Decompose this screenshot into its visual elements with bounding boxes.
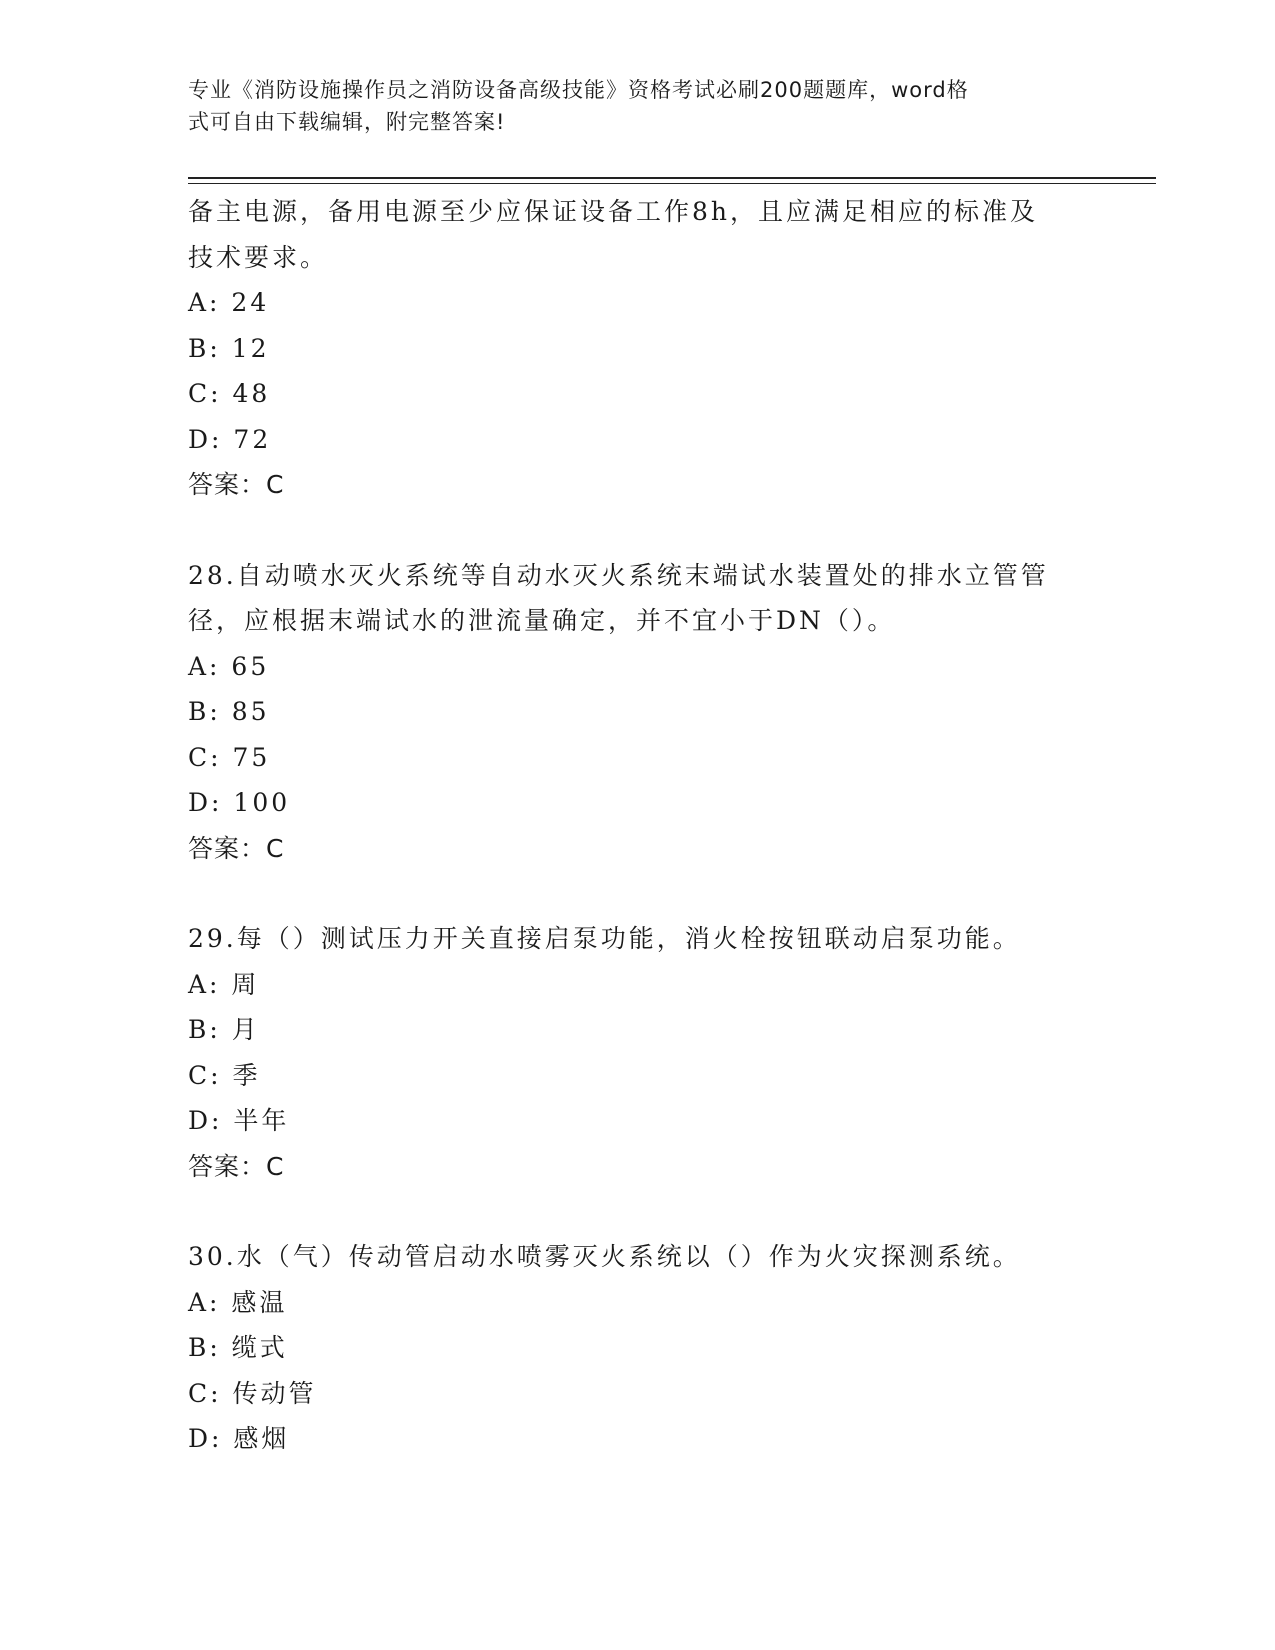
answer-line: 答案：C: [188, 833, 285, 863]
question-29: [188, 916, 1088, 1189]
question-list: [188, 189, 1088, 1462]
option-b: B: 85: [188, 697, 270, 726]
option-b: B: 12: [188, 333, 270, 363]
option-c: C: 传动管: [188, 1378, 317, 1408]
header-rule-thick: [188, 177, 1156, 179]
question-stem-line: 28.自动喷水灭火系统等自动水灭火系统末端试水装置处的排水立管管: [188, 560, 1049, 590]
option-a: A: 65: [188, 651, 270, 681]
option-d: D: 半年: [188, 1106, 290, 1135]
document-header: [188, 74, 1068, 138]
option-a: A: 感温: [188, 1287, 288, 1317]
answer-line: 答案：C: [188, 1151, 285, 1181]
option-d: D: 感烟: [188, 1424, 290, 1453]
question-stem-line: 备主电源，备用电源至少应保证设备工作8h，且应满足相应的标准及: [188, 197, 1039, 226]
question-stem-line: 径，应根据末端试水的泄流量确定，并不宜小于DN（）。: [188, 606, 896, 635]
option-a: A: 24: [188, 288, 270, 317]
option-c: C: 75: [188, 742, 271, 772]
header-line-1: 专业《消防设施操作员之消防设备高级技能》资格考试必刷200题题库，word格: [188, 78, 969, 102]
question-stem-line: 技术要求。: [188, 242, 329, 272]
question-stem-line: 29.每（）测试压力开关直接启泵功能，消火栓按钮联动启泵功能。: [188, 924, 1021, 953]
question-27: [188, 189, 1088, 508]
header-line-2: 式可自由下载编辑，附完整答案!: [188, 110, 506, 134]
option-a: A: 周: [188, 969, 260, 999]
header-rule-thin: [188, 183, 1156, 184]
option-c: C: 季: [188, 1060, 261, 1090]
option-c: C: 48: [188, 379, 271, 408]
option-d: D: 72: [188, 424, 272, 454]
option-b: B: 月: [188, 1015, 260, 1044]
option-b: B: 缆式: [188, 1333, 288, 1362]
question-28: [188, 553, 1088, 872]
answer-line: 答案：C: [188, 470, 285, 499]
option-d: D: 100: [188, 788, 291, 817]
question-stem-line: 30.水（气）传动管启动水喷雾灭火系统以（）作为火灾探测系统。: [188, 1242, 1021, 1271]
question-30: [188, 1234, 1088, 1462]
